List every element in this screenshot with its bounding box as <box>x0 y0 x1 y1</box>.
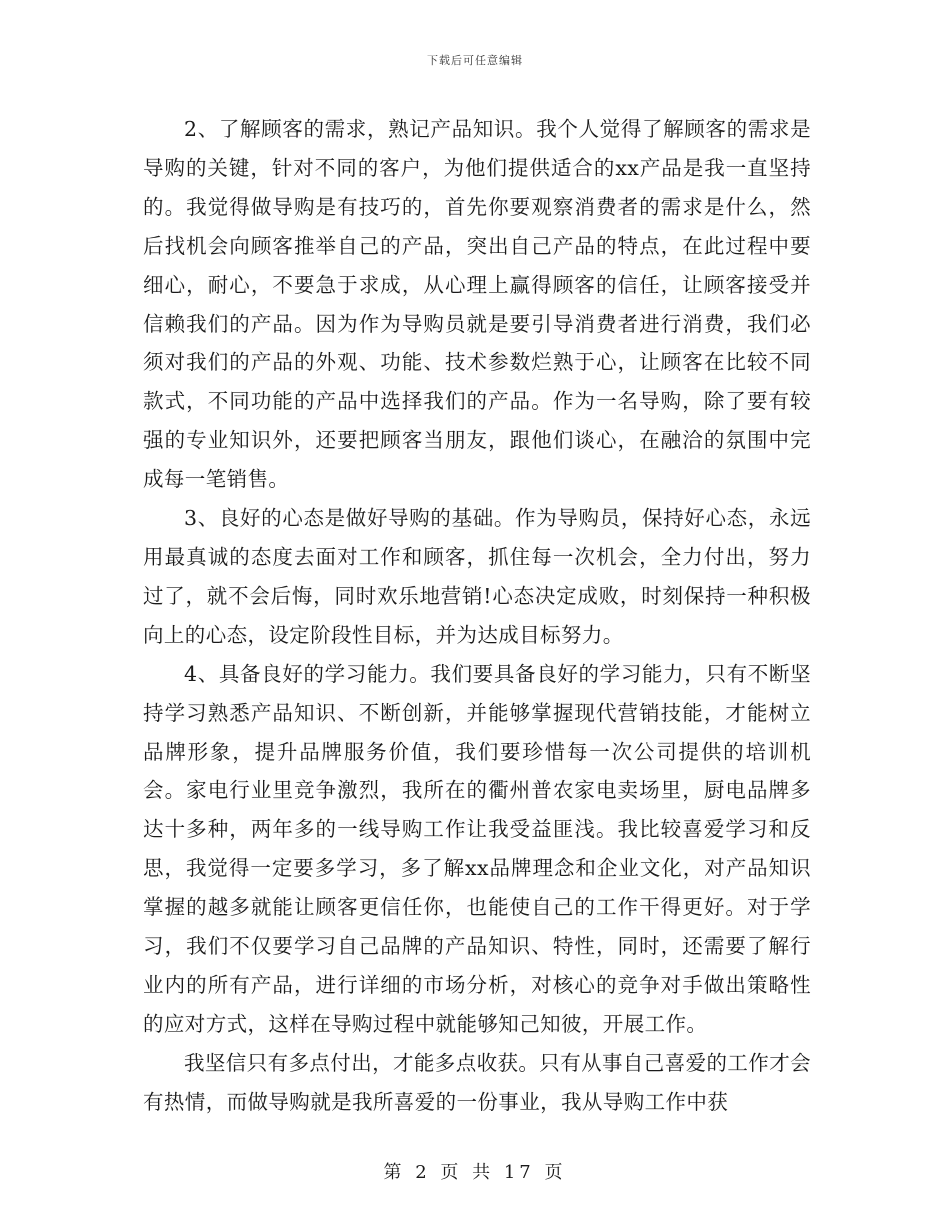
paragraph-item-4: 4、具备良好的学习能力。我们要具备良好的学习能力，只有不断坚持学习熟悉产品知识、不断创新，并能够掌握现代营销技能，才能树立品牌形象，提升品牌服务价值，我们要珍惜每一次公司提供的培训机会。家电行业里竞争激烈，我所在的衢州普农家电卖场里，厨电品牌多达十多种，两年多的一线导购工作让我受益匪浅。我比较喜爱学习和反思，我觉得一定要多学习，多了解xx品牌理念和企业文化，对产品知识掌握的越多就能让顾客更信任你，也能使自己的工作干得更好。对于学习，我们不仅要学习自己品牌的产品知识、特性，同时，还需要了解行业内的所有产品，进行详细的市场分析，对核心的竞争对手做出策略性的应对方式，这样在导购过程中就能够知己知彼，开展工作。 <box>143 661 811 1036</box>
paragraph-item-2: 2、了解顾客的需求，熟记产品知识。我个人觉得了解顾客的需求是导购的关键，针对不同的客户，为他们提供适合的xx产品是我一直坚持的。我觉得做导购是有技巧的，首先你要观察消费者的需求是什么，然后找机会向顾客推举自己的产品，突出自己产品的特点，在此过程中要细心，耐心，不要急于求成，从心理上赢得顾客的信任，让顾客接受并信赖我们的产品。因为作为导购员就是要引导消费者进行消费，我们必须对我们的产品的外观、功能、技术参数烂熟于心，让顾客在比较不同款式，不同功能的产品中选择我们的产品。作为一名导购，除了要有较强的专业知识外，还要把顾客当朋友，跟他们谈心，在融洽的氛围中完成每一笔销售。 <box>143 117 811 492</box>
page-number-footer: 第 2 页 共 17 页 <box>383 1162 567 1183</box>
paragraph-item-3: 3、良好的心态是做好导购的基础。作为导购员，保持好心态，永远用最真诚的态度去面对工作和顾客，抓住每一次机会，全力付出，努力过了，就不会后悔，同时欢乐地营销!心态决定成败，时刻保持一种积极向上的心态，设定阶段性目标，并为达成目标努力。 <box>143 506 811 647</box>
page-header-note: 下载后可任意编辑 <box>427 54 523 67</box>
document-body <box>143 110 811 1122</box>
paragraph-conclusion: 我坚信只有多点付出，才能多点收获。只有从事自己喜爱的工作才会有热情，而做导购就是我所喜爱的一份事业，我从导购工作中获 <box>143 1050 811 1114</box>
